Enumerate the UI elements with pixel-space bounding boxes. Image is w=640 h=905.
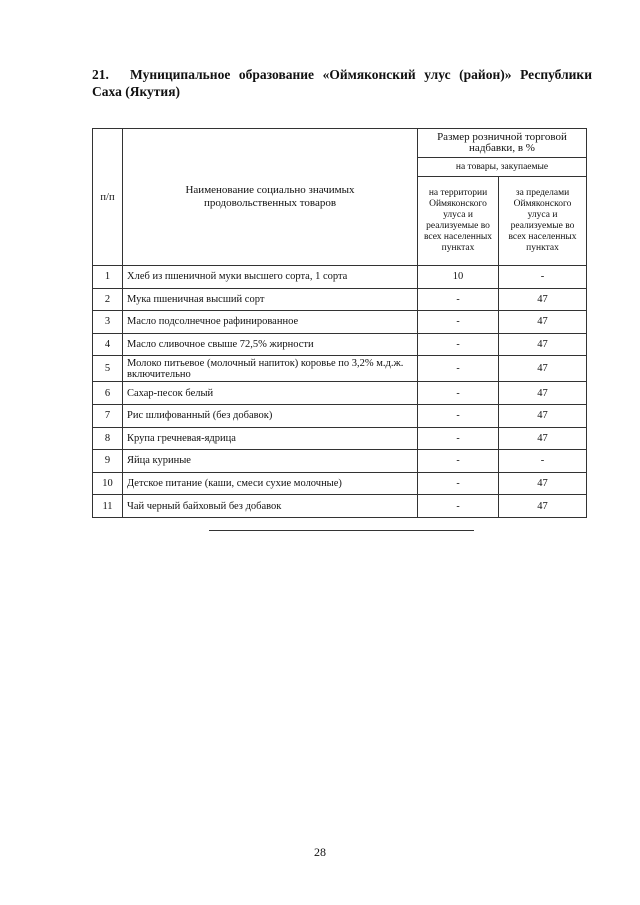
table-row bbox=[93, 311, 587, 334]
row-name: Рис шлифованный (без добавок) bbox=[123, 404, 418, 427]
header-markup: Размер розничной торговой надбавки, в % bbox=[418, 129, 587, 158]
separator-line bbox=[209, 530, 474, 531]
row-name: Молоко питьевое (молочный напиток) коровье по 3,2% м.д.ж. включительно bbox=[123, 356, 418, 382]
row-outside: - bbox=[499, 450, 587, 473]
table-row bbox=[93, 288, 587, 311]
row-num: 4 bbox=[93, 333, 123, 356]
row-within: - bbox=[418, 427, 499, 450]
markup-table bbox=[92, 128, 587, 518]
row-within: - bbox=[418, 333, 499, 356]
row-name: Масло подсолнечное рафинированное bbox=[123, 311, 418, 334]
table-row bbox=[93, 382, 587, 405]
section-number: 21. bbox=[92, 67, 109, 82]
table-row bbox=[93, 404, 587, 427]
row-within: - bbox=[418, 356, 499, 382]
row-within: - bbox=[418, 495, 499, 518]
table-row bbox=[93, 450, 587, 473]
row-num: 10 bbox=[93, 472, 123, 495]
header-goods: на товары, закупаемые bbox=[418, 158, 587, 177]
row-num: 1 bbox=[93, 266, 123, 289]
row-outside: 47 bbox=[499, 472, 587, 495]
row-num: 9 bbox=[93, 450, 123, 473]
header-name: Наименование социально значимых продовольственных товаров bbox=[123, 129, 418, 266]
row-within: 10 bbox=[418, 266, 499, 289]
row-name: Детское питание (каши, смеси сухие молочные) bbox=[123, 472, 418, 495]
header-num: п/п bbox=[93, 129, 123, 266]
table-header-row bbox=[93, 129, 587, 158]
row-name: Сахар-песок белый bbox=[123, 382, 418, 405]
row-num: 11 bbox=[93, 495, 123, 518]
header-outside: за пределами Оймяконского улуса и реализуемые во всех населенных пунктах bbox=[499, 177, 587, 266]
table-row bbox=[93, 495, 587, 518]
row-outside: - bbox=[499, 266, 587, 289]
table-row bbox=[93, 333, 587, 356]
row-name: Мука пшеничная высший сорт bbox=[123, 288, 418, 311]
table-row bbox=[93, 356, 587, 382]
row-num: 5 bbox=[93, 356, 123, 382]
row-outside: 47 bbox=[499, 356, 587, 382]
row-num: 3 bbox=[93, 311, 123, 334]
table-row bbox=[93, 472, 587, 495]
row-name: Чай черный байховый без добавок bbox=[123, 495, 418, 518]
section-title: Муниципальное образование «Оймяконский улус (район)» Республики Саха (Якутия) bbox=[92, 67, 592, 99]
row-outside: 47 bbox=[499, 404, 587, 427]
row-name: Крупа гречневая-ядрица bbox=[123, 427, 418, 450]
row-name: Масло сливочное свыше 72,5% жирности bbox=[123, 333, 418, 356]
table-row bbox=[93, 427, 587, 450]
row-outside: 47 bbox=[499, 333, 587, 356]
row-within: - bbox=[418, 288, 499, 311]
page-number: 28 bbox=[314, 845, 326, 859]
row-num: 2 bbox=[93, 288, 123, 311]
row-name: Яйца куриные bbox=[123, 450, 418, 473]
row-within: - bbox=[418, 382, 499, 405]
row-outside: 47 bbox=[499, 311, 587, 334]
row-outside: 47 bbox=[499, 495, 587, 518]
row-num: 8 bbox=[93, 427, 123, 450]
row-outside: 47 bbox=[499, 427, 587, 450]
row-within: - bbox=[418, 311, 499, 334]
row-outside: 47 bbox=[499, 288, 587, 311]
row-outside: 47 bbox=[499, 382, 587, 405]
section-heading bbox=[92, 66, 592, 100]
header-within: на территории Оймяконского улуса и реализуемые во всех населенных пунктах bbox=[418, 177, 499, 266]
row-within: - bbox=[418, 404, 499, 427]
row-name: Хлеб из пшеничной муки высшего сорта, 1 сорта bbox=[123, 266, 418, 289]
row-num: 6 bbox=[93, 382, 123, 405]
row-num: 7 bbox=[93, 404, 123, 427]
row-within: - bbox=[418, 450, 499, 473]
table-row bbox=[93, 266, 587, 289]
row-within: - bbox=[418, 472, 499, 495]
